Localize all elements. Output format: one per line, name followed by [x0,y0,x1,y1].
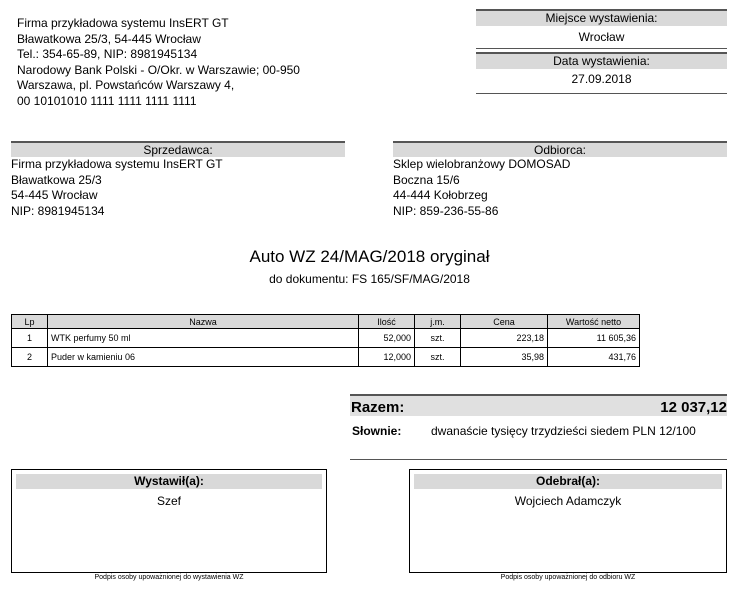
col-header-price: Cena [461,315,548,329]
received-signature-caption: Podpis osoby upoważnionej do odbioru WZ [500,574,636,581]
buyer-block [393,141,727,219]
col-header-lp: Lp [12,315,48,329]
buyer-line: 44-444 Kołobrzeg [393,188,488,202]
issuer-line: Bławatkowa 25/3, 54-445 Wrocław [17,31,201,46]
total-value: 12 037,12 [660,399,727,416]
issuer-line: Warszawa, pl. Powstańców Warszawy 4, [17,78,235,92]
buyer-line: Boczna 15/6 [393,172,460,187]
buyer-line: Sklep wielobranżowy DOMOSAD [393,157,571,171]
seller-line: 54-445 Wrocław [11,188,98,202]
received-by-label: Odebrał(a): [414,474,722,489]
amount-in-words-label: Słownie: [352,424,402,438]
date-value: 27.09.2018 [476,69,727,94]
cell-lp: 1 [12,329,48,348]
total-top-rule [350,394,727,396]
issuer-line: Tel.: 354-65-89, NIP: 8981945134 [17,47,198,61]
cell-net-value: 11 605,36 [548,329,640,348]
total-label: Razem: [351,399,405,416]
cell-qty: 52,000 [359,329,415,348]
table-row [12,348,640,367]
place-label: Miejsce wystawienia: [476,9,727,26]
issued-signature-caption: Podpis osoby upoważnionej do wystawienia WZ [94,574,244,581]
cell-unit: szt. [415,329,461,348]
cell-qty: 12,000 [359,348,415,367]
received-signature-box [409,469,727,573]
seller-details [11,157,345,219]
cell-price: 35,98 [461,348,548,367]
amount-in-words-value: dwanaście tysięcy trzydzieści siedem PLN 12/100 [431,424,696,438]
buyer-label: Odbiorca: [393,141,727,157]
cell-name: WTK perfumy 50 ml [48,329,359,348]
date-box [476,52,727,94]
col-header-qty: Ilość [359,315,415,329]
seller-line: Firma przykładowa systemu InsERT GT [11,157,223,171]
issued-by-label: Wystawił(a): [16,474,322,489]
buyer-details [393,157,727,219]
table-row [12,329,640,348]
received-by-name: Wojciech Adamczyk [514,494,622,508]
seller-label: Sprzedawca: [11,141,345,157]
seller-block [11,141,345,219]
seller-line: NIP: 8981945134 [11,203,105,218]
seller-line: Bławatkowa 25/3 [11,172,102,187]
document-subtitle: do dokumentu: FS 165/SF/MAG/2018 [269,272,470,286]
total-bottom-rule [350,459,727,460]
issued-by-name: Szef [156,494,181,508]
col-header-net-value: Wartość netto [548,315,640,329]
place-box [476,9,727,49]
issuer-block [17,16,300,109]
issued-signature-box [11,469,327,573]
issuer-line: 00 10101010 1111 1111 1111 1111 [17,93,197,108]
issuer-line: Narodowy Bank Polski - O/Okr. w Warszawie; 00-950 [17,62,300,77]
date-label: Data wystawienia: [476,52,727,69]
issuer-line: Firma przykładowa systemu InsERT GT [17,16,229,30]
cell-unit: szt. [415,348,461,367]
table-header-row [12,315,640,329]
place-value: Wrocław [476,26,727,49]
col-header-unit: j.m. [415,315,461,329]
buyer-line: NIP: 859-236-55-86 [393,203,499,218]
document-title: Auto WZ 24/MAG/2018 oryginał [249,247,490,266]
cell-name: Puder w kamieniu 06 [48,348,359,367]
cell-price: 223,18 [461,329,548,348]
col-header-name: Nazwa [48,315,359,329]
cell-lp: 2 [12,348,48,367]
cell-net-value: 431,76 [548,348,640,367]
items-table [11,314,640,367]
